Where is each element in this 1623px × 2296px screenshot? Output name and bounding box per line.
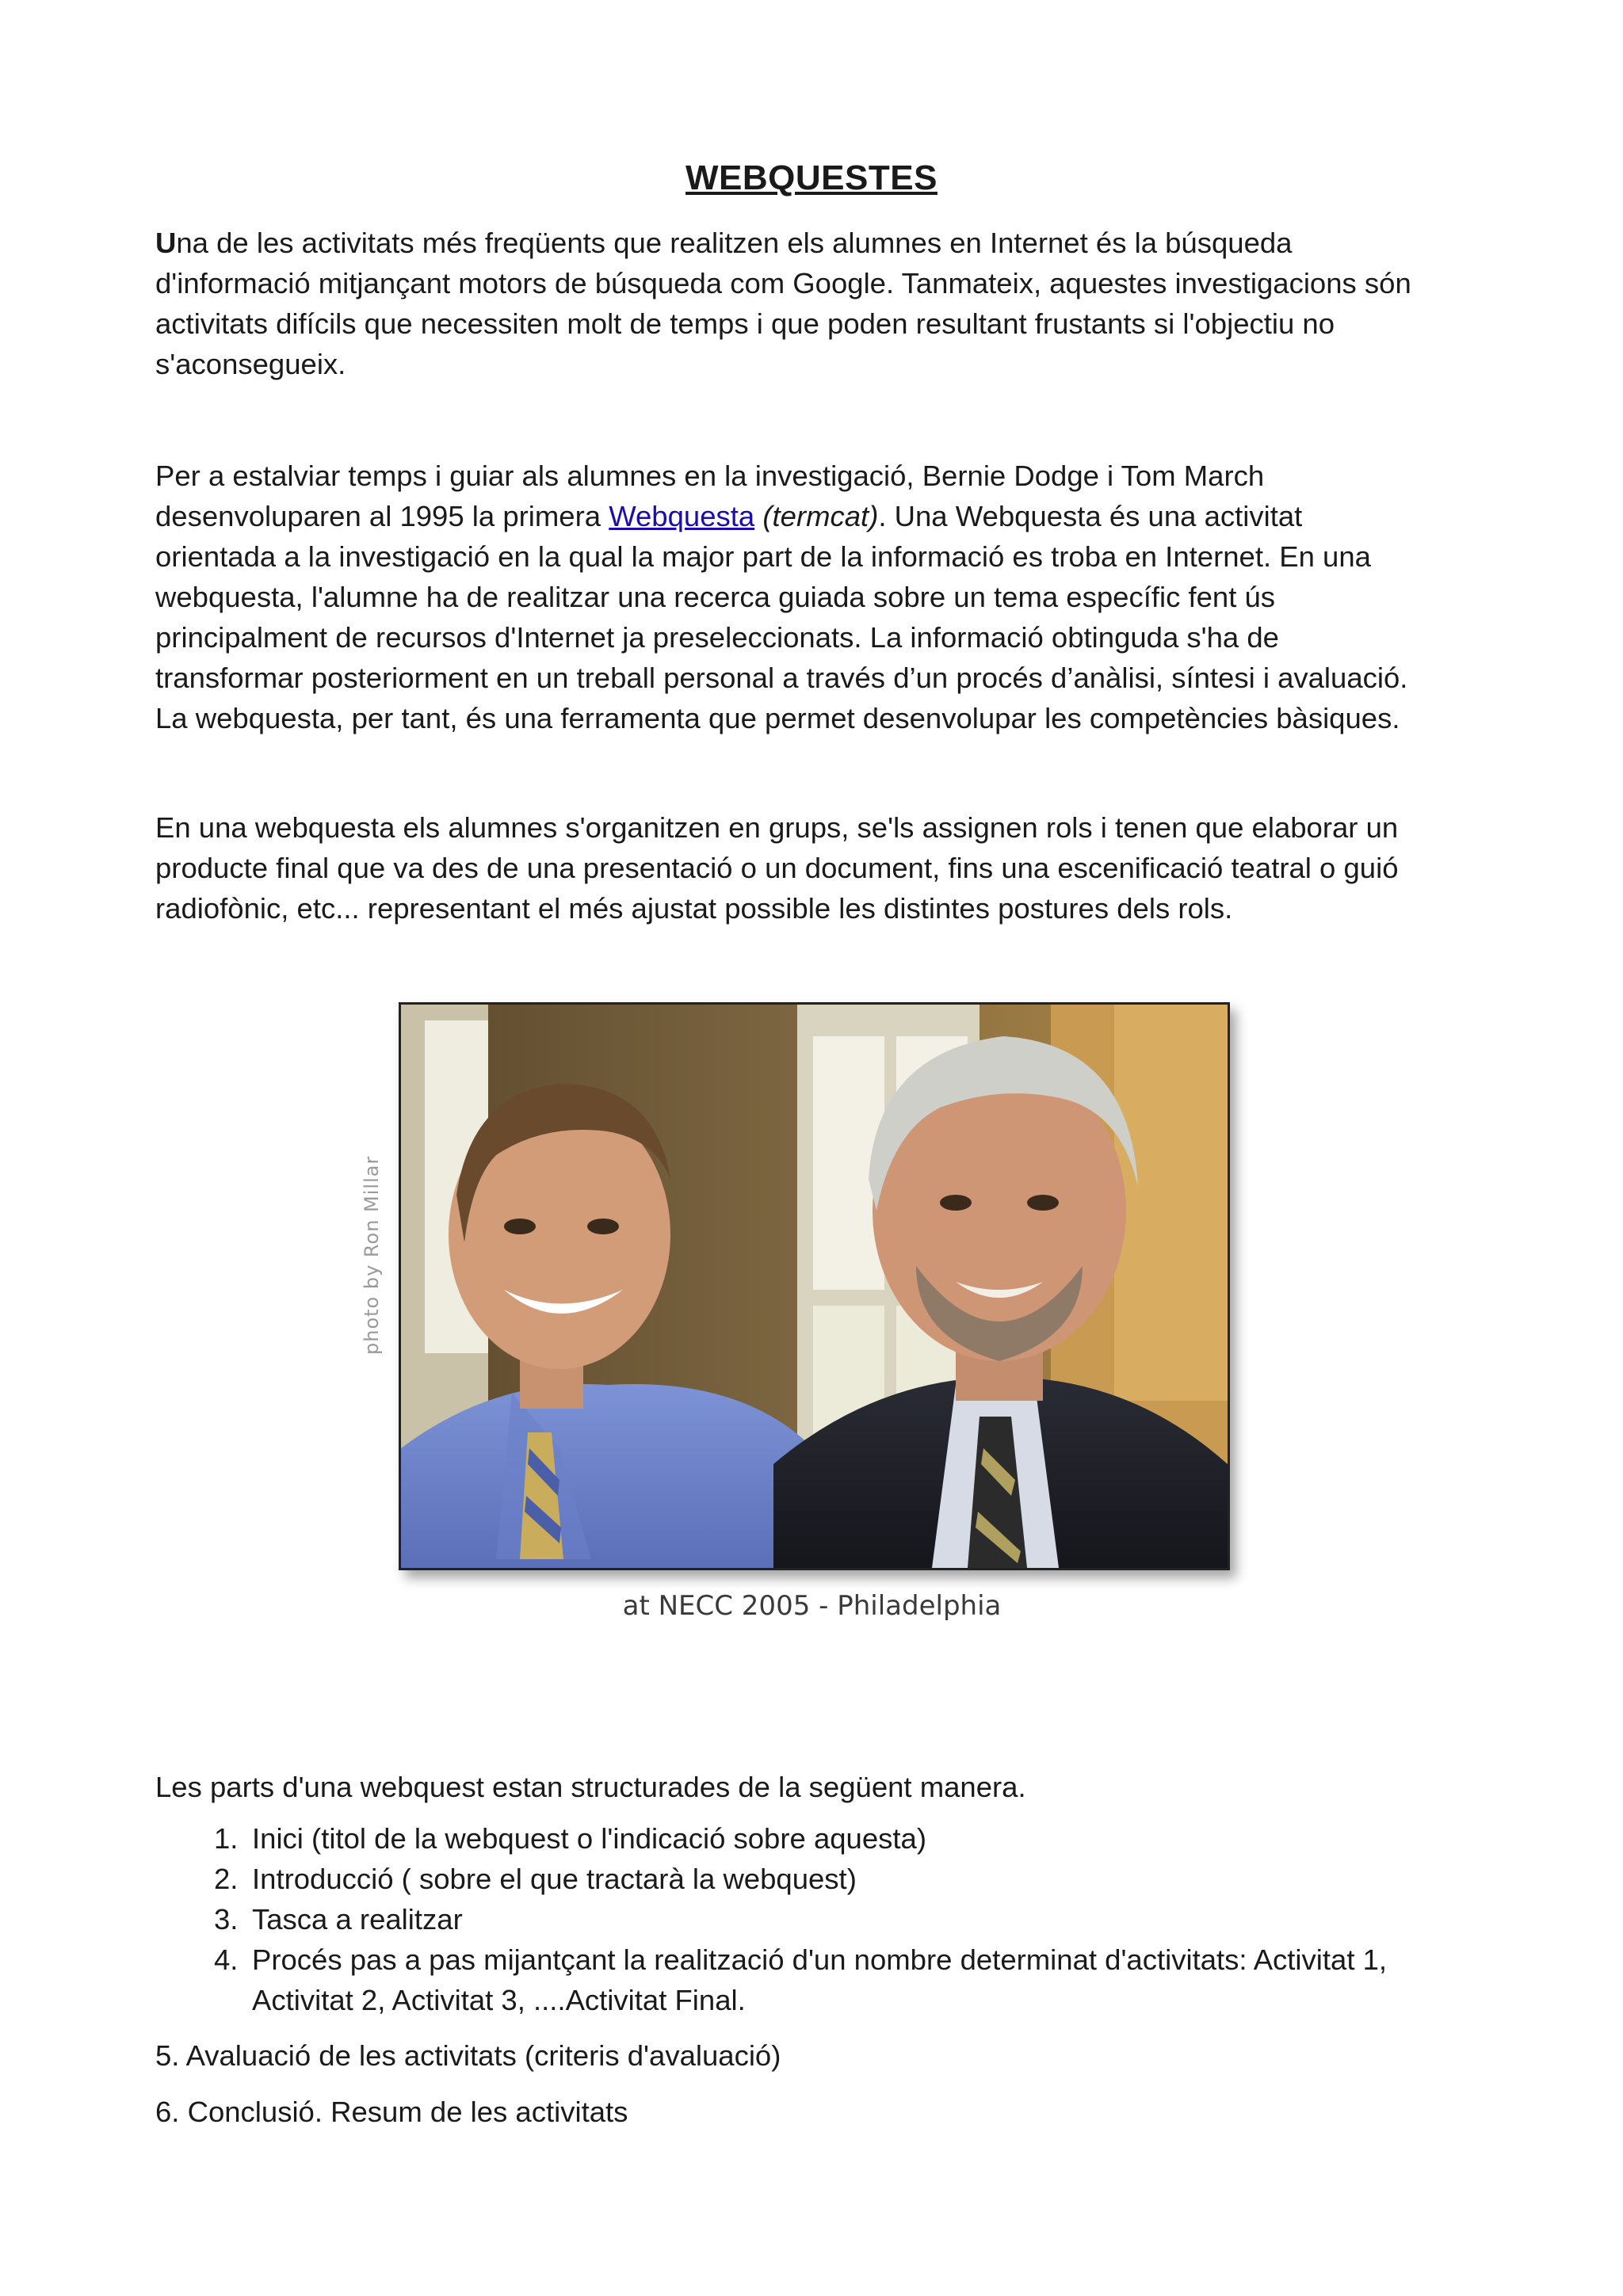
list-item-6: 6. Conclusió. Resum de les activitats: [155, 2096, 628, 2128]
list-item: [155, 1899, 1503, 1939]
paragraph-line: webquesta, l'alumne ha de realitzar una recerca guiada sobre un tema específic fent ús: [155, 581, 1276, 613]
list-number: 4.: [214, 1943, 239, 1976]
paragraph-line: activitats difícils que necessiten molt de temps i que poden resultant frustants si l'objectiu no: [155, 307, 1335, 340]
paragraph-line: radiofònic, etc... representant el més ajustat possible les distintes postures dels rols.: [155, 892, 1233, 925]
paragraph-line: orientada a la investigació en la qual la major part de la informació es troba en Internet. En una: [155, 540, 1371, 573]
drop-letter: U: [155, 227, 177, 259]
termcat-note: (termcat): [762, 500, 879, 532]
paragraph-line: Per a estalviar temps i guiar als alumnes en la investigació, Bernie Dodge i Tom March: [155, 460, 1265, 492]
photo-dodge-march: [399, 1002, 1230, 1570]
list-text: Activitat 2, Activitat 3, ....Activitat Final.: [252, 1984, 746, 2016]
list-number: 1.: [214, 1822, 239, 1855]
list-item: [155, 1939, 1503, 2020]
paragraph-line: transformar posteriorment en un treball personal a través d’un procés d’anàlisi, síntesi i avaluació.: [155, 662, 1408, 694]
line-text: na de les activitats més freqüents que realitzen els alumnes en Internet és la búsqueda: [176, 227, 1293, 259]
paragraph-line: La webquesta, per tant, és una ferramenta que permet desenvolupar les competències bàsiques.: [155, 702, 1400, 734]
list-text: Introducció ( sobre el que tractarà la webquest): [252, 1863, 857, 1895]
list-item: [155, 1818, 1503, 1859]
paragraph-line: d'informació mitjançant motors de búsqueda com Google. Tanmateix, aquestes investigacions són: [155, 267, 1411, 299]
photo-illustration: [401, 1005, 1228, 1568]
list-item: [155, 1859, 1503, 1899]
list-item-5: 5. Avaluació de les activitats (criteris d'avaluació): [155, 2039, 781, 2072]
photo-credit: photo by Ron Millar: [361, 1155, 383, 1355]
line-text: . Una Webquesta és una activitat: [878, 500, 1303, 532]
list-text: Procés pas a pas mijantçant la realització d'un nombre determinat d'activitats: Activitat 1,: [252, 1943, 1388, 1976]
list-text: Inici (titol de la webquest o l'indicació sobre aquesta): [252, 1822, 926, 1855]
parts-list: [155, 1818, 1503, 2020]
page-title: WEBQUESTES: [685, 158, 938, 197]
intro-paragraph: [155, 223, 1471, 384]
paragraph-line: producte final que va des de una presentació o un document, fins una escenificació teatral o guió: [155, 852, 1399, 884]
paragraph-line: [155, 223, 1471, 263]
list-number: 2.: [214, 1863, 239, 1895]
paragraph-line: s'aconsegueix.: [155, 348, 346, 380]
paragraph-line: [155, 496, 1471, 536]
paragraph-line: En una webquesta els alumnes s'organitzen en grups, se'ls assignen rols i tenen que elaborar un: [155, 811, 1399, 844]
list-intro: Les parts d'una webquest estan structurades de la següent manera.: [155, 1771, 1026, 1803]
list-text: Tasca a realitzar: [252, 1903, 463, 1936]
webquesta-link[interactable]: Webquesta: [609, 500, 755, 532]
paragraph-line: principalment de recursos d'Internet ja preseleccionats. La informació obtinguda s'ha de: [155, 621, 1279, 654]
list-number: 3.: [214, 1903, 239, 1936]
history-paragraph: [155, 456, 1471, 738]
groups-paragraph: [155, 807, 1471, 929]
photo-caption: at NECC 2005 - Philadelphia: [622, 1590, 1002, 1622]
line-text: desenvoluparen al 1995 la primera: [155, 500, 609, 532]
line-space: [754, 500, 762, 532]
